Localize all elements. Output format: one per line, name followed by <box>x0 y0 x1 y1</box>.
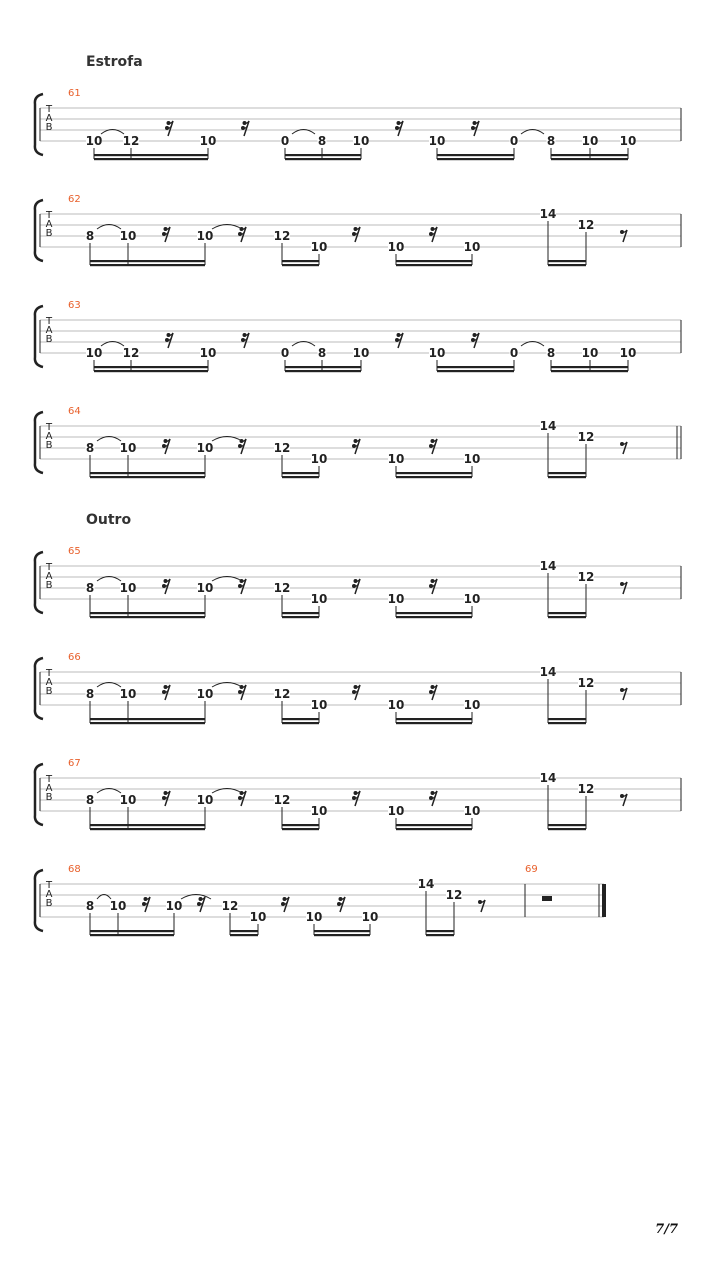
fret-number: 8 <box>85 793 95 807</box>
fret-number: 0 <box>280 134 290 148</box>
fret-number: 10 <box>199 346 217 360</box>
sixteenth-rest-icon <box>238 685 246 700</box>
sixteenth-rest-icon <box>162 579 170 594</box>
fret-number: 10 <box>387 592 405 606</box>
fret-number: 10 <box>352 346 370 360</box>
fret-number: 14 <box>417 877 435 891</box>
fret-number: 10 <box>199 134 217 148</box>
sixteenth-rest-icon <box>162 439 170 454</box>
fret-number: 10 <box>310 452 328 466</box>
beam-primary <box>90 718 205 720</box>
fret-number: 10 <box>85 134 103 148</box>
beam-primary <box>396 612 472 614</box>
sixteenth-rest-icon <box>241 333 249 348</box>
fret-number: 10 <box>619 134 637 148</box>
beam-primary <box>282 472 319 474</box>
system-bracket <box>35 412 43 473</box>
beam-secondary <box>282 616 319 618</box>
sixteenth-rest-icon <box>165 333 173 348</box>
fret-number: 8 <box>85 229 95 243</box>
tab-clef-letter: A <box>45 783 53 794</box>
beam-primary <box>396 472 472 474</box>
tab-clef-letter: A <box>45 677 53 688</box>
tab-clef-letter: T <box>45 422 53 433</box>
fret-number: 10 <box>387 240 405 254</box>
sixteenth-rest-icon <box>429 579 437 594</box>
fret-number: 10 <box>196 687 214 701</box>
measure-number: 68 <box>68 864 81 875</box>
fret-number: 10 <box>361 910 379 924</box>
fret-number: 14 <box>539 419 557 433</box>
fret-number: 14 <box>539 665 557 679</box>
fret-number: 14 <box>539 771 557 785</box>
page-number: 7/7 <box>655 1222 678 1237</box>
sixteenth-rest-icon <box>471 121 479 136</box>
fret-number: 10 <box>119 687 137 701</box>
beam-primary <box>396 824 472 826</box>
fret-number: 0 <box>509 346 519 360</box>
measure-number: 61 <box>68 88 81 99</box>
fret-number: 8 <box>546 134 556 148</box>
fret-number: 0 <box>280 346 290 360</box>
sixteenth-rest-icon <box>238 227 246 242</box>
beam-secondary <box>230 934 258 936</box>
beam-secondary <box>548 616 586 618</box>
beam-primary <box>230 930 258 932</box>
beam-primary <box>285 366 361 368</box>
beam-primary <box>90 612 205 614</box>
measure-number: 67 <box>68 758 81 769</box>
fret-number: 10 <box>310 804 328 818</box>
fret-number: 8 <box>317 134 327 148</box>
fret-number: 12 <box>273 687 291 701</box>
fret-number: 8 <box>85 687 95 701</box>
beam-primary <box>90 930 174 932</box>
sixteenth-rest-icon <box>352 439 360 454</box>
measure-number: 64 <box>68 406 81 417</box>
beam-primary <box>396 718 472 720</box>
beam-secondary <box>437 158 514 160</box>
beam-secondary <box>90 722 205 724</box>
beam-secondary <box>94 158 208 160</box>
sixteenth-rest-icon <box>281 897 289 912</box>
fret-number: 12 <box>221 899 239 913</box>
fret-number: 0 <box>509 134 519 148</box>
fret-number: 10 <box>196 441 214 455</box>
sixteenth-rest-icon <box>142 897 150 912</box>
beam-primary <box>548 718 586 720</box>
sixteenth-rest-icon <box>429 439 437 454</box>
beam-secondary <box>90 616 205 618</box>
fret-number: 8 <box>546 346 556 360</box>
fret-number: 10 <box>463 804 481 818</box>
fret-number: 12 <box>122 346 140 360</box>
beam-secondary <box>90 934 174 936</box>
fret-number: 10 <box>165 899 183 913</box>
fret-number: 10 <box>196 793 214 807</box>
sixteenth-rest-icon <box>395 333 403 348</box>
sixteenth-rest-icon <box>238 791 246 806</box>
measure-number: 69 <box>525 864 538 875</box>
sixteenth-rest-icon <box>238 439 246 454</box>
beam-secondary <box>314 934 370 936</box>
system-bracket <box>35 764 43 825</box>
fret-number: 12 <box>577 782 595 796</box>
fret-number: 8 <box>85 581 95 595</box>
fret-number: 10 <box>249 910 267 924</box>
tab-clef-letter: B <box>45 122 53 133</box>
sixteenth-rest-icon <box>352 579 360 594</box>
sixteenth-rest-icon <box>241 121 249 136</box>
beam-secondary <box>396 264 472 266</box>
fret-number: 10 <box>119 793 137 807</box>
beam-primary <box>437 366 514 368</box>
tab-clef-letter: B <box>45 440 53 451</box>
fret-number: 10 <box>119 581 137 595</box>
tab-clef-letter: B <box>45 686 53 697</box>
beam-secondary <box>548 722 586 724</box>
sixteenth-rest-icon <box>352 685 360 700</box>
sixteenth-rest-icon <box>162 685 170 700</box>
beam-primary <box>282 824 319 826</box>
beam-primary <box>551 154 628 156</box>
beam-secondary <box>90 828 205 830</box>
fret-number: 12 <box>577 430 595 444</box>
fret-number: 10 <box>581 346 599 360</box>
fret-number: 10 <box>85 346 103 360</box>
fret-number: 10 <box>463 452 481 466</box>
tab-clef-letter: B <box>45 580 53 591</box>
tab-clef-letter: A <box>45 219 53 230</box>
fret-number: 12 <box>273 229 291 243</box>
beam-primary <box>282 260 319 262</box>
beam-secondary <box>282 264 319 266</box>
fret-number: 8 <box>85 899 95 913</box>
beam-secondary <box>551 158 628 160</box>
fret-number: 12 <box>273 793 291 807</box>
fret-number: 10 <box>310 698 328 712</box>
fret-number: 14 <box>539 559 557 573</box>
tab-clef-letter: B <box>45 334 53 345</box>
system-bracket <box>35 552 43 613</box>
beam-secondary <box>282 828 319 830</box>
sixteenth-rest-icon <box>429 227 437 242</box>
tab-clef-letter: B <box>45 792 53 803</box>
beam-secondary <box>426 934 454 936</box>
beam-primary <box>426 930 454 932</box>
fret-number: 10 <box>119 229 137 243</box>
beam-secondary <box>282 476 319 478</box>
beam-primary <box>548 260 586 262</box>
beam-secondary <box>285 370 361 372</box>
fret-number: 10 <box>310 240 328 254</box>
fret-number: 10 <box>428 134 446 148</box>
sixteenth-rest-icon <box>162 791 170 806</box>
beam-secondary <box>548 476 586 478</box>
system-bracket <box>35 94 43 155</box>
fret-number: 10 <box>387 804 405 818</box>
beam-primary <box>551 366 628 368</box>
beam-secondary <box>396 828 472 830</box>
beam-primary <box>314 930 370 932</box>
fret-number: 10 <box>305 910 323 924</box>
half-rest-icon <box>542 896 552 901</box>
tab-clef-letter: T <box>45 210 53 221</box>
tab-clef-letter: A <box>45 325 53 336</box>
tab-clef-letter: A <box>45 113 53 124</box>
beam-primary <box>90 260 205 262</box>
sixteenth-rest-icon <box>352 227 360 242</box>
beam-primary <box>396 260 472 262</box>
tab-clef-letter: A <box>45 571 53 582</box>
sixteenth-rest-icon <box>395 121 403 136</box>
sixteenth-rest-icon <box>238 579 246 594</box>
tab-clef-letter: B <box>45 228 53 239</box>
sixteenth-rest-icon <box>162 227 170 242</box>
fret-number: 12 <box>273 441 291 455</box>
beam-secondary <box>548 264 586 266</box>
tab-clef-letter: B <box>45 898 53 909</box>
fret-number: 10 <box>619 346 637 360</box>
tab-clef-letter: A <box>45 431 53 442</box>
beam-primary <box>282 718 319 720</box>
beam-primary <box>90 472 205 474</box>
sixteenth-rest-icon <box>429 791 437 806</box>
fret-number: 10 <box>310 592 328 606</box>
beam-secondary <box>90 264 205 266</box>
final-barline-icon <box>602 884 606 917</box>
fret-number: 10 <box>463 592 481 606</box>
section-title-outro: Outro <box>86 512 132 528</box>
beam-secondary <box>396 476 472 478</box>
fret-number: 10 <box>581 134 599 148</box>
measure-number: 66 <box>68 652 81 663</box>
fret-number: 10 <box>109 899 127 913</box>
fret-number: 10 <box>428 346 446 360</box>
sixteenth-rest-icon <box>352 791 360 806</box>
fret-number: 14 <box>539 207 557 221</box>
fret-number: 12 <box>273 581 291 595</box>
tab-clef-letter: T <box>45 668 53 679</box>
beam-primary <box>285 154 361 156</box>
beam-secondary <box>90 476 205 478</box>
fret-number: 10 <box>352 134 370 148</box>
system-bracket <box>35 870 43 931</box>
beam-primary <box>94 154 208 156</box>
fret-number: 10 <box>196 581 214 595</box>
system-bracket <box>35 306 43 367</box>
fret-number: 8 <box>317 346 327 360</box>
sixteenth-rest-icon <box>165 121 173 136</box>
fret-number: 12 <box>577 570 595 584</box>
fret-number: 10 <box>387 698 405 712</box>
beam-primary <box>437 154 514 156</box>
tab-clef-letter: T <box>45 316 53 327</box>
fret-number: 12 <box>122 134 140 148</box>
beam-secondary <box>396 722 472 724</box>
beam-secondary <box>94 370 208 372</box>
fret-number: 10 <box>119 441 137 455</box>
tab-clef-letter: T <box>45 104 53 115</box>
tab-clef-letter: T <box>45 880 53 891</box>
beam-secondary <box>437 370 514 372</box>
beam-primary <box>94 366 208 368</box>
beam-primary <box>548 472 586 474</box>
fret-number: 10 <box>196 229 214 243</box>
beam-primary <box>90 824 205 826</box>
fret-number: 8 <box>85 441 95 455</box>
fret-number: 10 <box>387 452 405 466</box>
sixteenth-rest-icon <box>197 897 205 912</box>
beam-primary <box>548 612 586 614</box>
beam-primary <box>548 824 586 826</box>
beam-secondary <box>548 828 586 830</box>
fret-number: 10 <box>463 698 481 712</box>
beam-secondary <box>282 722 319 724</box>
beam-secondary <box>285 158 361 160</box>
measure-number: 63 <box>68 300 81 311</box>
system-bracket <box>35 658 43 719</box>
system-bracket <box>35 200 43 261</box>
beam-primary <box>282 612 319 614</box>
sixteenth-rest-icon <box>337 897 345 912</box>
measure-number: 62 <box>68 194 81 205</box>
fret-number: 12 <box>577 218 595 232</box>
sixteenth-rest-icon <box>471 333 479 348</box>
section-title-estrofa: Estrofa <box>86 54 143 70</box>
fret-number: 12 <box>577 676 595 690</box>
tab-clef-letter: T <box>45 562 53 573</box>
fret-number: 10 <box>463 240 481 254</box>
tab-clef-letter: A <box>45 889 53 900</box>
tab-clef-letter: T <box>45 774 53 785</box>
beam-secondary <box>396 616 472 618</box>
fret-number: 12 <box>445 888 463 902</box>
sixteenth-rest-icon <box>429 685 437 700</box>
beam-secondary <box>551 370 628 372</box>
measure-number: 65 <box>68 546 81 557</box>
